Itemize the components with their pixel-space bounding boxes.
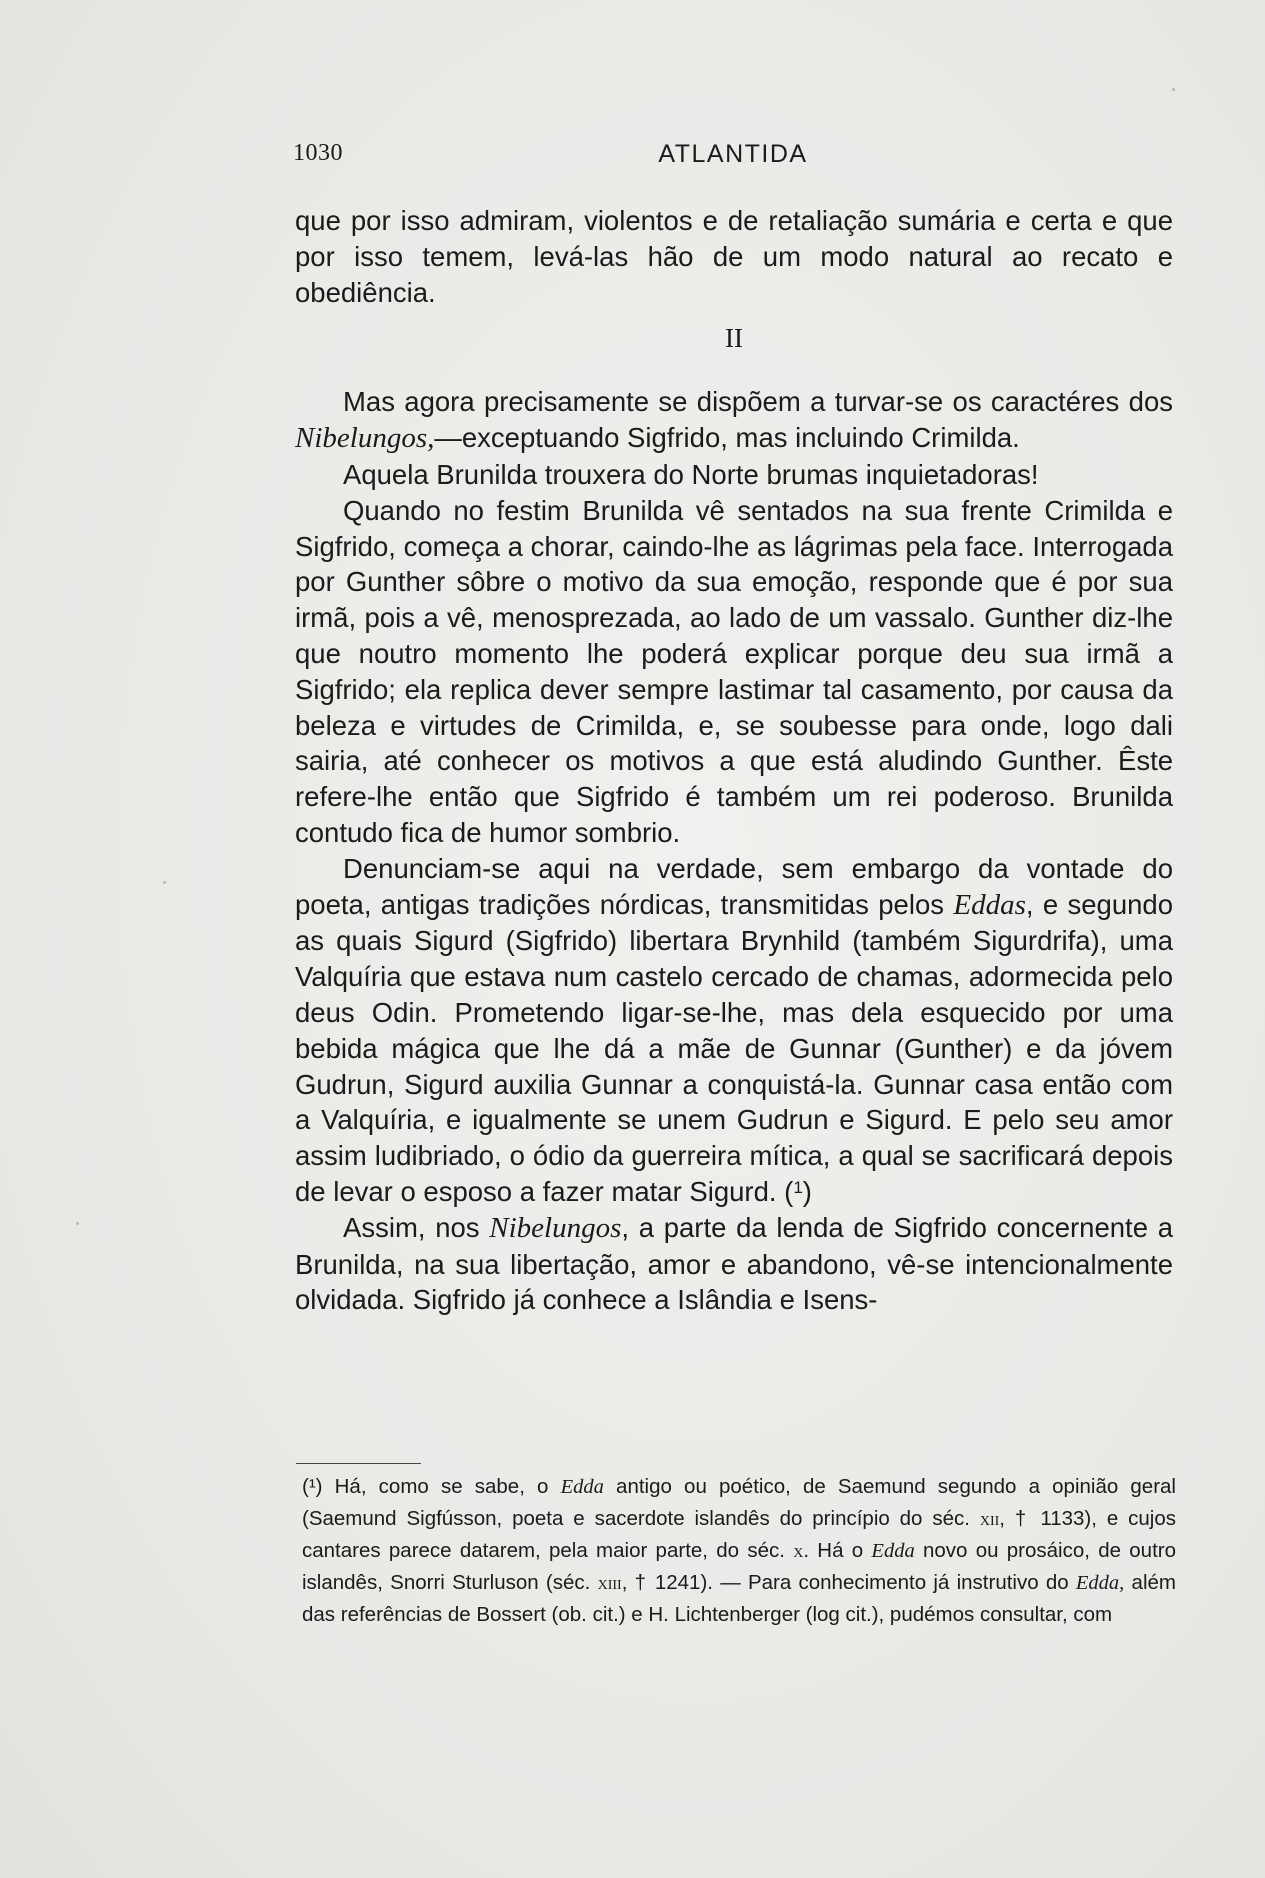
century-numeral: xii [979,1508,1000,1530]
italic-title: Nibelungos [489,1211,622,1244]
page-header [293,140,1173,174]
text-run: —exceptuando Sigfrido, mas incluindo Crimilda. [434,422,1020,454]
paper-speck [76,1222,79,1225]
page-number: 1030 [293,140,343,166]
paragraph: Aquela Brunilda trouxera do Norte brumas inquietadoras! [343,458,1039,490]
text-run: ) [802,1175,812,1207]
footnote-divider [296,1463,421,1464]
text-run: Mas agora precisamente se dispõem a turvar-se os caractéres dos [343,386,1173,418]
paper-speck [163,881,166,884]
text-run: . Há o [803,1539,872,1562]
italic-title: Nibelungos, [295,422,435,455]
text-run: , e segundo as quais Sigurd (Sigfrido) libertara Brynhild (também Sigurdrifa), uma Valquíria que estava num castelo cercado de chamas, adormecida pelo deus Odin. Prometendo ligar-se-lhe, mas dela esquecido por uma bebida mágica que lhe dá a mãe de Gunnar (Gunther) e da jóvem Gudrun, Sigurd auxilia Gunnar a conquistá-la. Gunnar casa então com a Valquíria, e igualmente se unem Gudrun e Sigurd. E pelo seu amor assim ludibriado, o ódio da guerreira mítica, a qual se sacrificará depois de levar o esposo a fazer matar Sigurd. ( [295,888,1173,1207]
paragraph [295,384,1173,457]
italic-title: Edda [560,1476,604,1498]
paper-speck [1172,88,1175,91]
text-run: Há, como se sabe, o [322,1475,561,1498]
paragraph-continuation: que por isso admiram, violentos e de retaliação sumária e certa e que por isso temem, levá-las hão de um modo natural ao recato e obediência. [295,205,1173,308]
italic-title: Eddas [953,888,1026,921]
text-run: , † 1133), e cujos cantares parece datarem, pela maior parte, do séc. [302,1507,1176,1562]
footnote-reference: 1 [793,1177,803,1197]
text-run: , a parte da lenda de Sigfrido concernente a Brunilda, na sua libertação, amor e abandono, vê-se intencionalmente olvidada. Sigfrido já conhece a Islândia e Isens- [295,1211,1173,1316]
main-text [295,203,1173,1318]
running-title: ATLANTIDA [658,140,808,168]
section-number: II [725,323,743,354]
footnote-marker: (¹) [302,1475,323,1498]
paragraph [295,851,1173,1210]
century-numeral: xiii [597,1572,622,1594]
footnotes [302,1471,1176,1630]
italic-title: Edda [871,1540,915,1562]
paragraph [295,1210,1173,1318]
text-run: Denunciam-se aqui na verdade, sem embargo da vontade do poeta, antigas tradições nórdicas, transmitidas pelos [295,852,1173,920]
text-run: antigo ou poético, de Saemund segundo a opinião geral (Saemund Sigfússon, poeta e sacerdote islandês do princípio do séc. [302,1475,1176,1530]
text-run: além das referências de Bossert (ob. cit.) e H. Lichtenberger (log cit.), pudémos consultar, com [302,1571,1176,1626]
century-numeral: x [793,1540,804,1562]
paragraph: Quando no festim Brunilda vê sentados na sua frente Crimilda e Sigfrido, começa a chorar, caindo-lhe as lágrimas pela face. Interrogada por Gunther sôbre o motivo da sua emoção, responde que é por sua irmã, pois a vê, menosprezada, ao lado de um vassalo. Gunther diz-lhe que noutro momento lhe poderá explicar porque deu sua irmã a Sigfrido; ela replica dever sempre lastimar tal casamento, por causa da beleza e virtudes de Crimilda, e, se soubesse para onde, logo dali sairia, até conhecer os motivos a que está aludindo Gunther. Êste refere-lhe então que Sigfrido é também um rei poderoso. Brunilda contudo fica de humor sombrio. [295,494,1173,848]
footnote [302,1471,1176,1630]
text-run: Assim, nos [343,1211,490,1243]
italic-title: Edda, [1075,1572,1125,1594]
text-run: , † 1241). — Para conhecimento já instrutivo do [621,1571,1076,1594]
text-run: novo ou prosáico, de outro islandês, Snorri Sturluson (séc. [302,1539,1177,1594]
